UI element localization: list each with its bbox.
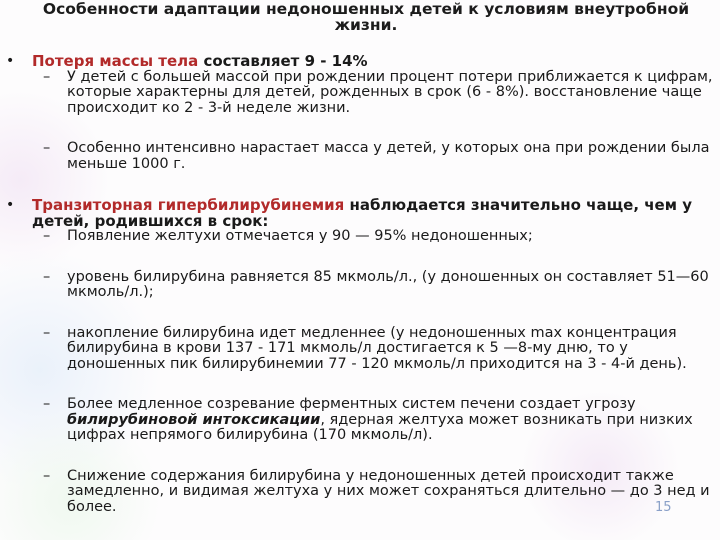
dash-marker: – [43,396,51,412]
dash-marker: – [43,268,51,285]
subitem-text: У детей с большей массой при рождении процент потери приближается к цифрам, которые характерны для детей, рожденных в срок (6 - 8%). восстановление чаще происходит ко 2 - 3-й неделе жизни. [67,68,713,116]
subitem-text: Снижение содержания билирубина у недоношенных детей происходит также замедленно, и видимая желтуха у них может сохраняться длительно — до 3 нед и более. [67,467,710,515]
subitem-emphasis: билирубиновой интоксикации [67,411,321,428]
dash-marker: – [43,140,51,156]
bullet-hyperbilirubinemia [0,198,718,229]
subitem-text: уровень билирубина равняется 85 мкмоль/л., (у доношенных он составляет 51—60 мкмоль/л.); [67,268,709,300]
subitem [0,326,718,373]
subitem-text: Особенно интенсивно нарастает масса у детей, у которых она при рождении была меньше 1000 г. [67,140,710,172]
subitem-text: накопление билирубина идет медленнее (у недоношенных max концентрация билирубина в крови 137 - 171 мкмоль/л достигается к 5 —8-му дню, то у доношенных пик билирубинемии 77 - 120 мкмоль/л приходится на 3 - 4-й день). [67,324,687,372]
subitem [0,397,718,444]
subitem [0,70,718,117]
dash-marker: – [43,467,51,484]
subitem-text-before: Более медленное созревание ферментных систем печени создает угрозу [67,396,636,412]
subitem-text: Появление желтухи отмечается у 90 — 95% недоношенных; [67,228,533,244]
bullet-heading-rest: наблюдается значительно чаще, чем у детей, родившихся в срок: [32,196,692,230]
subitem-text-after: , ядерная желтуха может возникать при низких цифрах непрямого билирубина (170 мкмоль/л). [67,411,693,443]
bullet-marker: • [6,53,15,69]
bullet-heading-highlight: Транзиторная гипербилирубинемия [32,196,345,214]
dash-marker: – [43,324,51,341]
subitem [0,229,718,245]
dash-marker: – [43,68,51,85]
bullet-heading-rest: составляет 9 - 14% [198,52,368,70]
bullet-weight-loss [0,54,718,70]
subitem [0,270,718,301]
dash-marker: – [43,228,51,244]
subitem [0,469,718,516]
page-number: 15 [655,500,672,515]
bullet-heading-highlight: Потеря массы тела [32,52,199,70]
subitem [0,141,718,172]
slide-content [0,54,718,515]
slide-title: Особенности адаптации недоношенных детей к условиям внеутробной жизни. [42,0,690,34]
bullet-marker: • [6,197,15,213]
